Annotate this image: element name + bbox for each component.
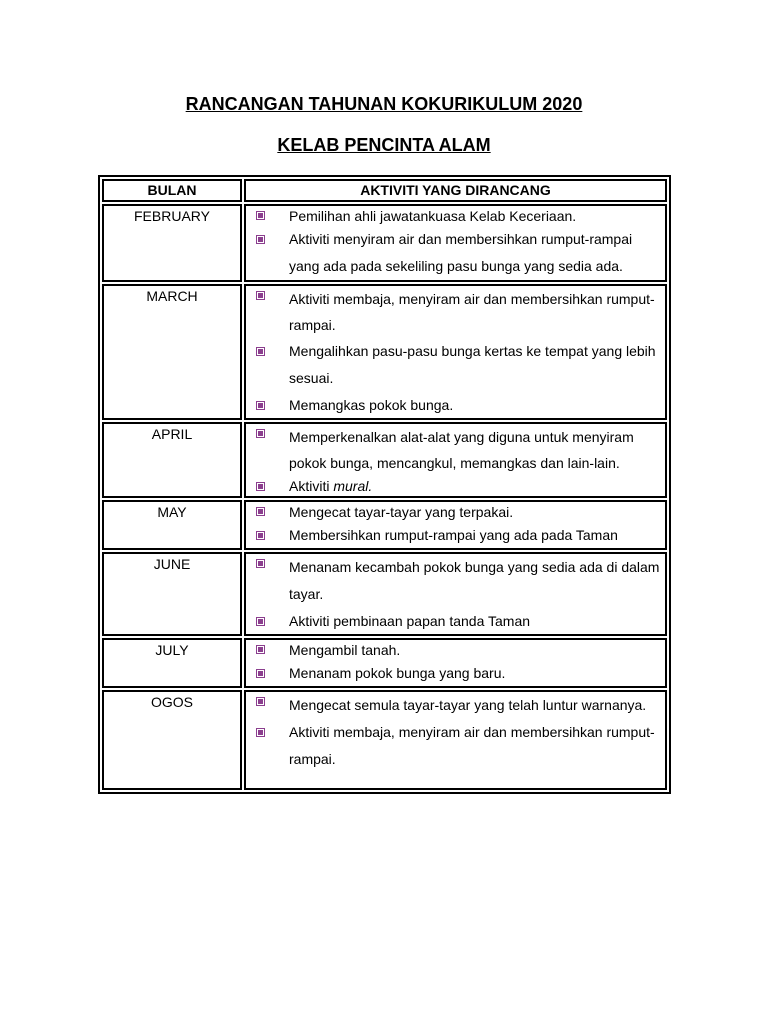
document-title: RANCANGAN TAHUNAN KOKURIKULUM 2020 [185, 94, 583, 114]
list-item [254, 226, 661, 280]
activity-plan-table [98, 175, 671, 794]
purple-square-bullet-icon [256, 559, 265, 568]
table-row [102, 638, 667, 688]
list-item [254, 660, 661, 686]
activity-text: Aktiviti membaja, menyiram air dan membersihkan rumput-rampai. [289, 291, 655, 333]
purple-square-bullet-icon [256, 429, 265, 438]
activity-text: Mengecat tayar-tayar yang terpakai. [289, 504, 514, 520]
month-cell: MARCH [102, 284, 242, 420]
activity-text: Aktiviti pembinaan papan tanda Taman [289, 613, 531, 629]
purple-square-bullet-icon [256, 211, 265, 220]
activity-text: Membersihkan rumput-rampai yang ada pada Taman [289, 527, 618, 543]
activities-cell [244, 204, 667, 282]
list-item [254, 554, 661, 608]
activity-italic-text: mural. [333, 478, 373, 494]
list-item [254, 522, 661, 548]
purple-square-bullet-icon [256, 291, 265, 300]
activity-text: Aktiviti membaja, menyiram air dan membersihkan rumput-rampai. [289, 724, 655, 767]
purple-square-bullet-icon [256, 645, 265, 654]
table-row [102, 284, 667, 420]
activity-text: Pemilihan ahli jawatankuasa Kelab Keceriaan. [289, 208, 577, 224]
purple-square-bullet-icon [256, 235, 265, 244]
month-cell: JULY [102, 638, 242, 688]
table-row [102, 690, 667, 790]
purple-square-bullet-icon [256, 401, 265, 410]
activity-text: Mengambil tanah. [289, 642, 401, 658]
list-item [254, 392, 661, 418]
activity-text: Memangkas pokok bunga. [289, 397, 454, 413]
month-cell: JUNE [102, 552, 242, 636]
purple-square-bullet-icon [256, 482, 265, 491]
activities-cell [244, 284, 667, 420]
list-item [254, 286, 661, 338]
purple-square-bullet-icon [256, 347, 265, 356]
activity-text: Mengecat semula tayar-tayar yang telah luntur warnanya. [289, 697, 647, 713]
activity-text: Aktiviti [289, 478, 334, 494]
activities-cell [244, 422, 667, 498]
activity-text: Aktiviti menyiram air dan membersihkan rumput-rampai yang ada pada sekeliling pasu bunga yang sedia ada. [289, 231, 633, 274]
list-item [254, 640, 661, 660]
activities-cell [244, 690, 667, 790]
header-month: BULAN [102, 179, 242, 202]
list-item [254, 692, 661, 719]
table-row [102, 500, 667, 550]
month-cell: APRIL [102, 422, 242, 498]
list-item [254, 502, 661, 522]
month-cell: MAY [102, 500, 242, 550]
table-row [102, 422, 667, 498]
activities-cell [244, 552, 667, 636]
table-header-row [102, 179, 667, 202]
list-item [254, 338, 661, 392]
list-item [254, 476, 661, 496]
month-cell: FEBRUARY [102, 204, 242, 282]
activity-text: Memperkenalkan alat-alat yang diguna untuk menyiram pokok bunga, mencangkul, memangkas dan lain-lain. [289, 429, 634, 471]
purple-square-bullet-icon [256, 697, 265, 706]
purple-square-bullet-icon [256, 669, 265, 678]
document-subtitle: KELAB PENCINTA ALAM [277, 135, 491, 155]
purple-square-bullet-icon [256, 531, 265, 540]
activity-text: Menanam kecambah pokok bunga yang sedia ada di dalam tayar. [289, 559, 660, 602]
month-cell: OGOS [102, 690, 242, 790]
purple-square-bullet-icon [256, 728, 265, 737]
activities-cell [244, 638, 667, 688]
activity-text: Mengalihkan pasu-pasu bunga kertas ke tempat yang lebih sesuai. [289, 343, 656, 386]
header-activities: AKTIVITI YANG DIRANCANG [244, 179, 667, 202]
list-item [254, 719, 661, 773]
table-row [102, 204, 667, 282]
activity-text: Menanam pokok bunga yang baru. [289, 665, 506, 681]
purple-square-bullet-icon [256, 617, 265, 626]
list-item [254, 424, 661, 476]
table-row [102, 552, 667, 636]
list-item [254, 608, 661, 634]
list-item [254, 206, 661, 226]
purple-square-bullet-icon [256, 507, 265, 516]
activities-cell [244, 500, 667, 550]
